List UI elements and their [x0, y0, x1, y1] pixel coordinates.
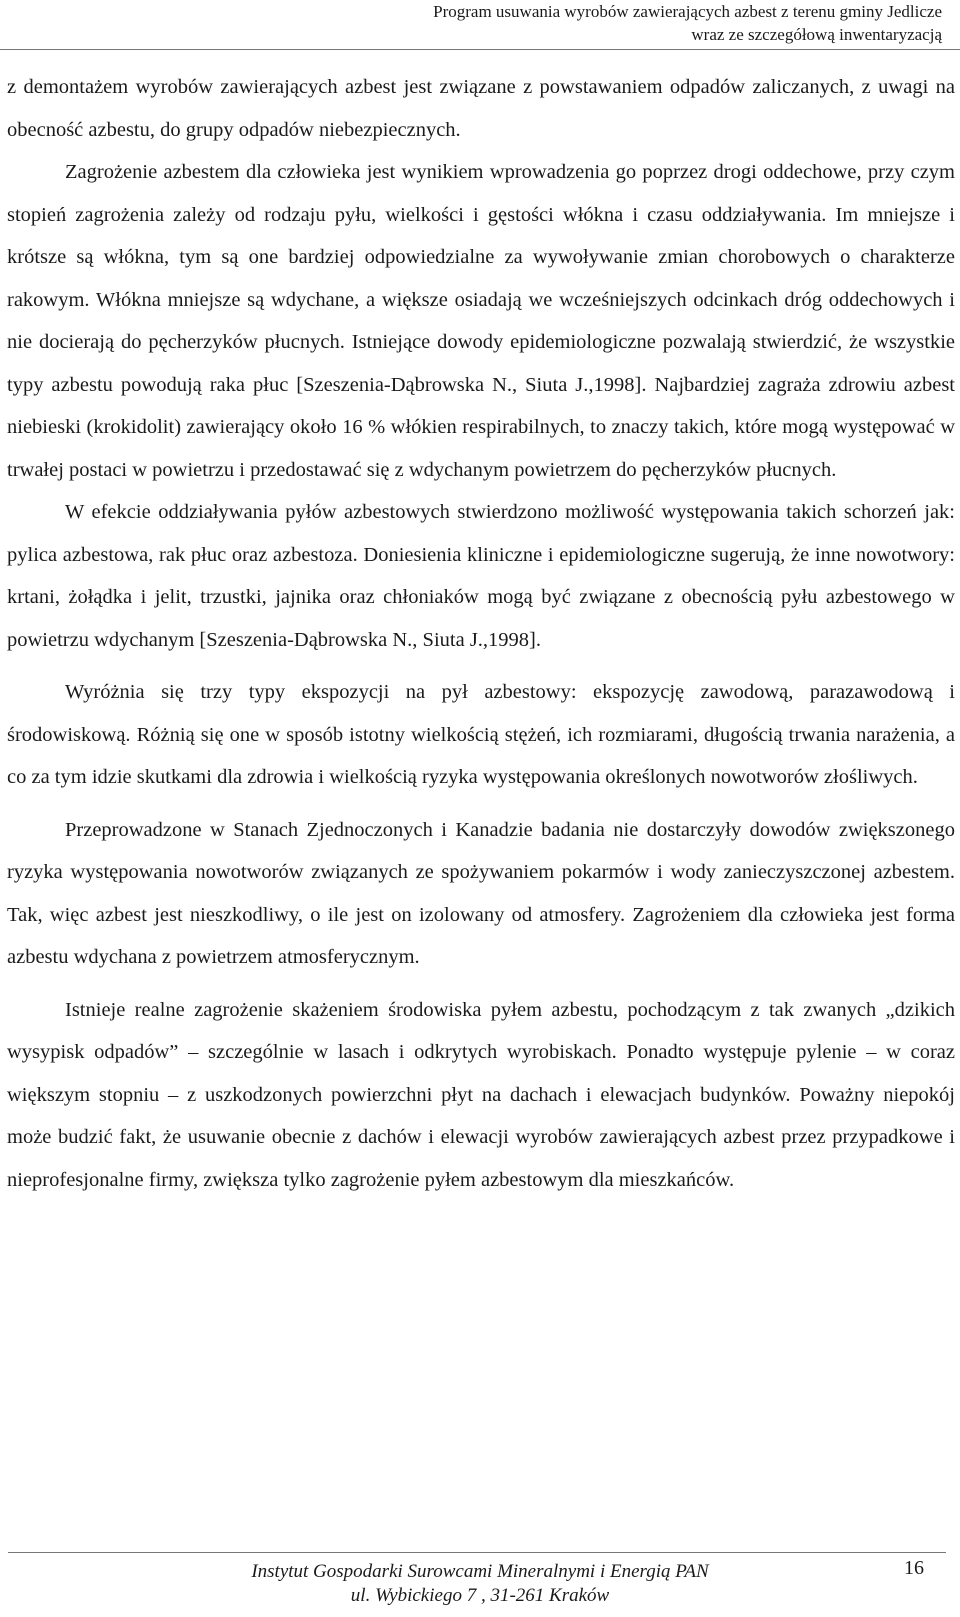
header-title: Program usuwania wyrobów zawierających azbest z terenu gminy Jedlicze — [433, 2, 942, 21]
paragraph-exposure-types: Wyróżnia się trzy typy ekspozycji na pył azbestowy: ekspozycję zawodową, parazawodową i środowiskową. Różnią się one w sposób istotny wielkością stężeń, ich rozmiarami, długością trwania narażenia, a co za tym idzie skutkami dla zdrowia i wielkością ryzyka występowania określonych nowotworów złośliwych. — [7, 681, 955, 788]
paragraph-diseases: W efekcie oddziaływania pyłów azbestowych stwierdzono możliwość występowania takich schorzeń jak: pylica azbestowa, rak płuc oraz azbestoza. Doniesienia kliniczne i epidemiologiczne sugerują, że inne nowotwory: krtani, żołądka i jelit, trzustki, jajnika oraz chłoniaków mogą być związane z obecnością pyłu azbestowego w powietrzu wdychanym [Szeszenia-Dąbrowska N., Siuta J.,1998]. — [7, 501, 955, 651]
paragraph-research: Przeprowadzone w Stanach Zjednoczonych i Kanadzie badania nie dostarczyły dowodów zwiększonego ryzyka występowania nowotworów związanych ze spożywaniem pokarmów i wody zanieczyszczonej azbestem. Tak, więc azbest jest nieszkodliwy, o ile jest on izolowany od atmosfery. Zagrożeniem dla człowieka jest forma azbestu wdychana z powietrzem atmosferycznym. — [7, 818, 955, 968]
paragraph-continuation: z demontażem wyrobów zawierających azbest jest związane z powstawaniem odpadów zaliczanych, z uwagi na obecność azbestu, do grupy odpadów niebezpiecznych. — [7, 76, 955, 141]
footer-institution: Instytut Gospodarki Surowcami Mineralnymi i Energią PAN — [251, 1561, 709, 1582]
page-footer — [0, 1560, 960, 1608]
page-header — [0, 0, 960, 50]
header-subtitle: wraz ze szczegółową inwentaryzacją — [691, 25, 942, 44]
footer-address: ul. Wybickiego 7 , 31-261 Kraków — [350, 1585, 610, 1606]
paragraph-health-risk: Zagrożenie azbestem dla człowieka jest wynikiem wprowadzenia go poprzez drogi oddechowe, przy czym stopień zagrożenia zależy od rodzaju pyłu, wielkości i gęstości włókna i czasu oddziaływania. Im mniejsze i krótsze są włókna, tym są one bardziej odpowiedzialne za wywoływanie zmian chorobowych o charakterze rakowym. Włókna mniejsze są wdychane, a większe osiadają we wcześniejszych odcinkach dróg oddechowych i nie docierają do pęcherzyków płucnych. Istniejące dowody epidemiologiczne pozwalają stwierdzić, że wszystkie typy azbestu powodują raka płuc [Szeszenia-Dąbrowska N., Siuta J.,1998]. Najbardziej zagraża zdrowiu azbest niebieski (krokidolit) zawierający około 16 % włókien respirabilnych, to znaczy takich, które mogą występować w trwałej postaci w powietrzu i przedostawać się z wdychanym powietrzem do pęcherzyków płucnych. — [7, 161, 955, 481]
paragraph-environment: Istnieje realne zagrożenie skażeniem środowiska pyłem azbestu, pochodzącym z tak zwanych „dzikich wysypisk odpadów” – szczególnie w lasach i odkrytych wyrobiskach. Ponadto występuje pylenie – w coraz większym stopniu – z uszkodzonych powierzchni płyt na dachach i elewacjach budynków. Poważny niepokój może budzić fakt, że usuwanie obecnie z dachów i elewacji wyrobów zawierających azbest przez przypadkowe i nieprofesjonalne firmy, zwiększa tylko zagrożenie pyłem azbestowym dla mieszkańców. — [7, 998, 955, 1191]
document-body — [7, 66, 955, 1201]
footer-divider — [8, 1552, 946, 1553]
page-number: 16 — [904, 1557, 924, 1579]
